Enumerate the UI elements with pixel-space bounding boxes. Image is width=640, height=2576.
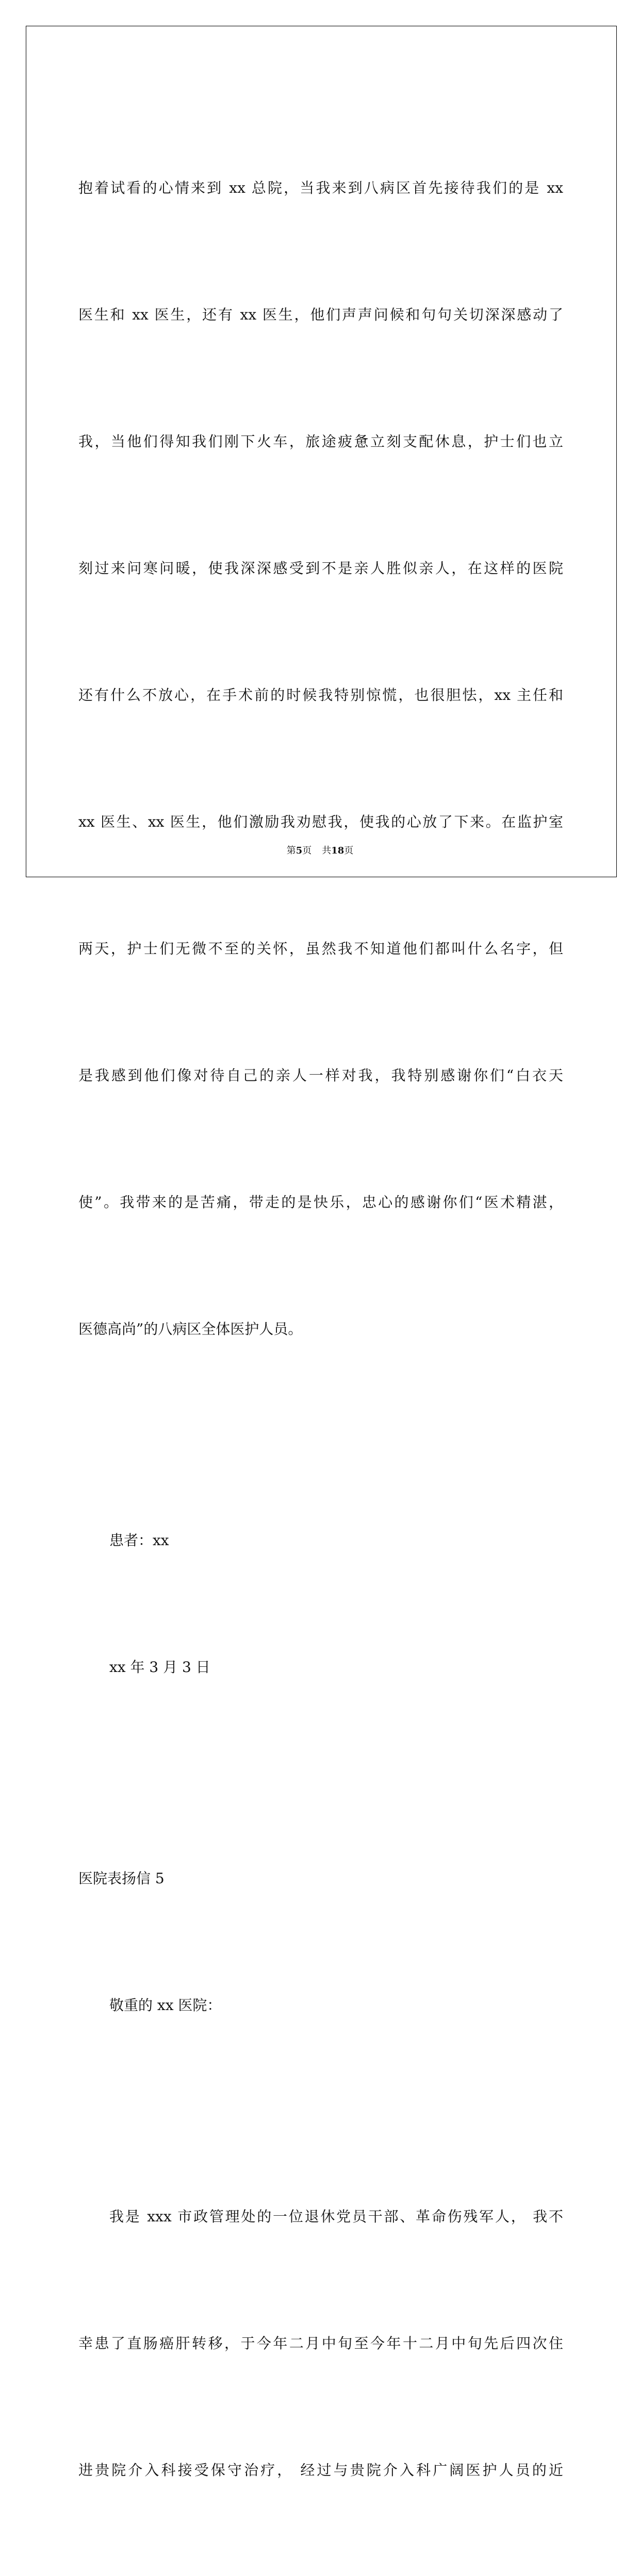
letter-date: xx 年 3 月 3 日 xyxy=(109,1659,210,1676)
text-line: 幸患了直肠癌肝转移，于今年二月中旬至今年十二月中旬先后四次住 xyxy=(78,2335,563,2352)
letter-paragraph-2 xyxy=(78,2111,563,2576)
page-footer xyxy=(0,843,640,857)
page-suffix: 页 xyxy=(302,845,312,856)
text-line: xx 医生、xx 医生，他们激励我劝慰我，使我的心放了下来。在监护室 xyxy=(78,813,563,830)
salutation: 敬重的 xx 医院： xyxy=(109,1997,222,2014)
text-line: 医生和 xx 医生，还有 xx 医生，他们声声问候和句句关切深深感动了 xyxy=(78,306,563,323)
total-suffix: 页 xyxy=(344,845,354,856)
text-line: 还有什么不放心，在手术前的时候我特别惊慌，也很胆怯，xx 主任和 xyxy=(78,687,563,704)
text-line: 我是 xxx 市政管理处的一位退休党员干部、革命伤残军人， 我不 xyxy=(109,2208,563,2225)
text-line: 两天，护士们无微不至的关怀，虽然我不知道他们都叫什么名字，但 xyxy=(78,940,563,957)
signature: 患者：xx xyxy=(109,1532,169,1549)
total-pages: 18 xyxy=(331,845,344,856)
text-line: 是我感到他们像对待自己的亲人一样对我，我特别感谢你们“白衣天 xyxy=(78,1067,563,1084)
document-body xyxy=(78,82,563,2576)
page-number: 5 xyxy=(296,845,303,856)
text-line: 抱着试看的心情来到 xx 总院，当我来到八病区首先接待我们的是 xx xyxy=(78,179,563,196)
text-line: 我，当他们得知我们刚下火车，旅途疲惫立刻支配休息，护士们也立 xyxy=(78,433,563,450)
letter-heading: 医院表扬信 5 xyxy=(78,1870,165,1887)
text-line: 进贵院介入科接受保守治疗， 经过与贵院介入科广阔医护人员的近 xyxy=(78,2462,563,2479)
letter-heading-block xyxy=(78,1773,563,2111)
page-prefix: 第 xyxy=(286,845,296,856)
text-line: 使”。我带来的是苦痛，带走的是快乐，忠心的感谢你们“医术精湛， xyxy=(78,1194,563,1211)
signature-block xyxy=(78,1435,563,1773)
total-prefix: 共 xyxy=(322,845,332,856)
letter-paragraph-1 xyxy=(78,82,563,1435)
text-line: 刻过来问寒问暖，使我深深感受到不是亲人胜似亲人，在这样的医院 xyxy=(78,560,563,577)
text-line: 医德高尚”的八病区全体医护人员。 xyxy=(78,1320,303,1337)
